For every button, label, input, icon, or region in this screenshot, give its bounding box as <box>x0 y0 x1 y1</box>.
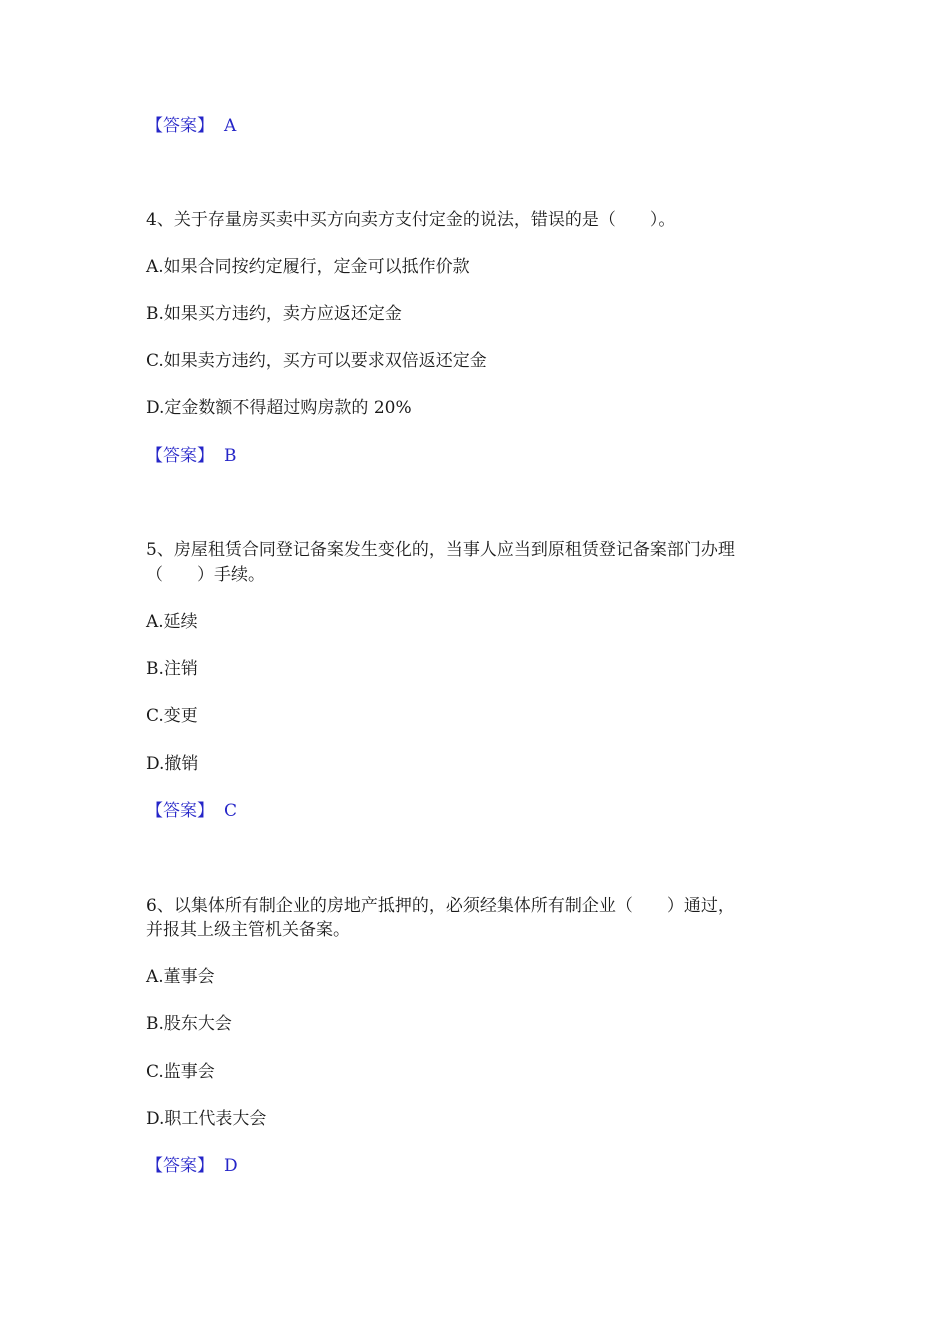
question-stem: 5、房屋租赁合同登记备案发生变化的，当事人应当到原租赁登记备案部门办理 <box>146 540 735 560</box>
answer-label: 【答案】 <box>146 801 214 821</box>
question-stem: 4、关于存量房买卖中买方向卖方支付定金的说法，错误的是（ ）。 <box>146 210 676 230</box>
answer-line <box>146 444 237 468</box>
answer-line <box>146 114 236 138</box>
option-b: B.如果买方违约，卖方应返还定金 <box>146 304 402 324</box>
option-c: C.变更 <box>146 706 198 726</box>
answer-label: 【答案】 <box>146 1156 214 1176</box>
question-stem: 6、以集体所有制企业的房地产抵押的，必须经集体所有制企业（ ）通过， <box>146 896 735 916</box>
answer-line <box>146 1154 238 1178</box>
option-c: C.监事会 <box>146 1062 215 1082</box>
answer-value: C <box>224 801 238 821</box>
answer-value: B <box>224 446 237 466</box>
question-stem-continued: （ ）手续。 <box>146 565 265 585</box>
option-b: B.股东大会 <box>146 1014 232 1034</box>
option-b: B.注销 <box>146 659 198 679</box>
question-stem-continued: 并报其上级主管机关备案。 <box>146 920 350 940</box>
option-c: C.如果卖方违约，买方可以要求双倍返还定金 <box>146 351 487 371</box>
answer-value: D <box>224 1156 238 1176</box>
option-a: A.延续 <box>146 612 198 632</box>
answer-value: A <box>224 116 237 136</box>
option-d: D.职工代表大会 <box>146 1109 267 1129</box>
answer-label: 【答案】 <box>146 446 214 466</box>
option-a: A.董事会 <box>146 967 215 987</box>
answer-label: 【答案】 <box>146 116 214 136</box>
option-a: A.如果合同按约定履行，定金可以抵作价款 <box>146 257 470 277</box>
option-d: D.撤销 <box>146 754 199 774</box>
answer-line <box>146 799 237 823</box>
option-d: D.定金数额不得超过购房款的 20% <box>146 398 412 418</box>
